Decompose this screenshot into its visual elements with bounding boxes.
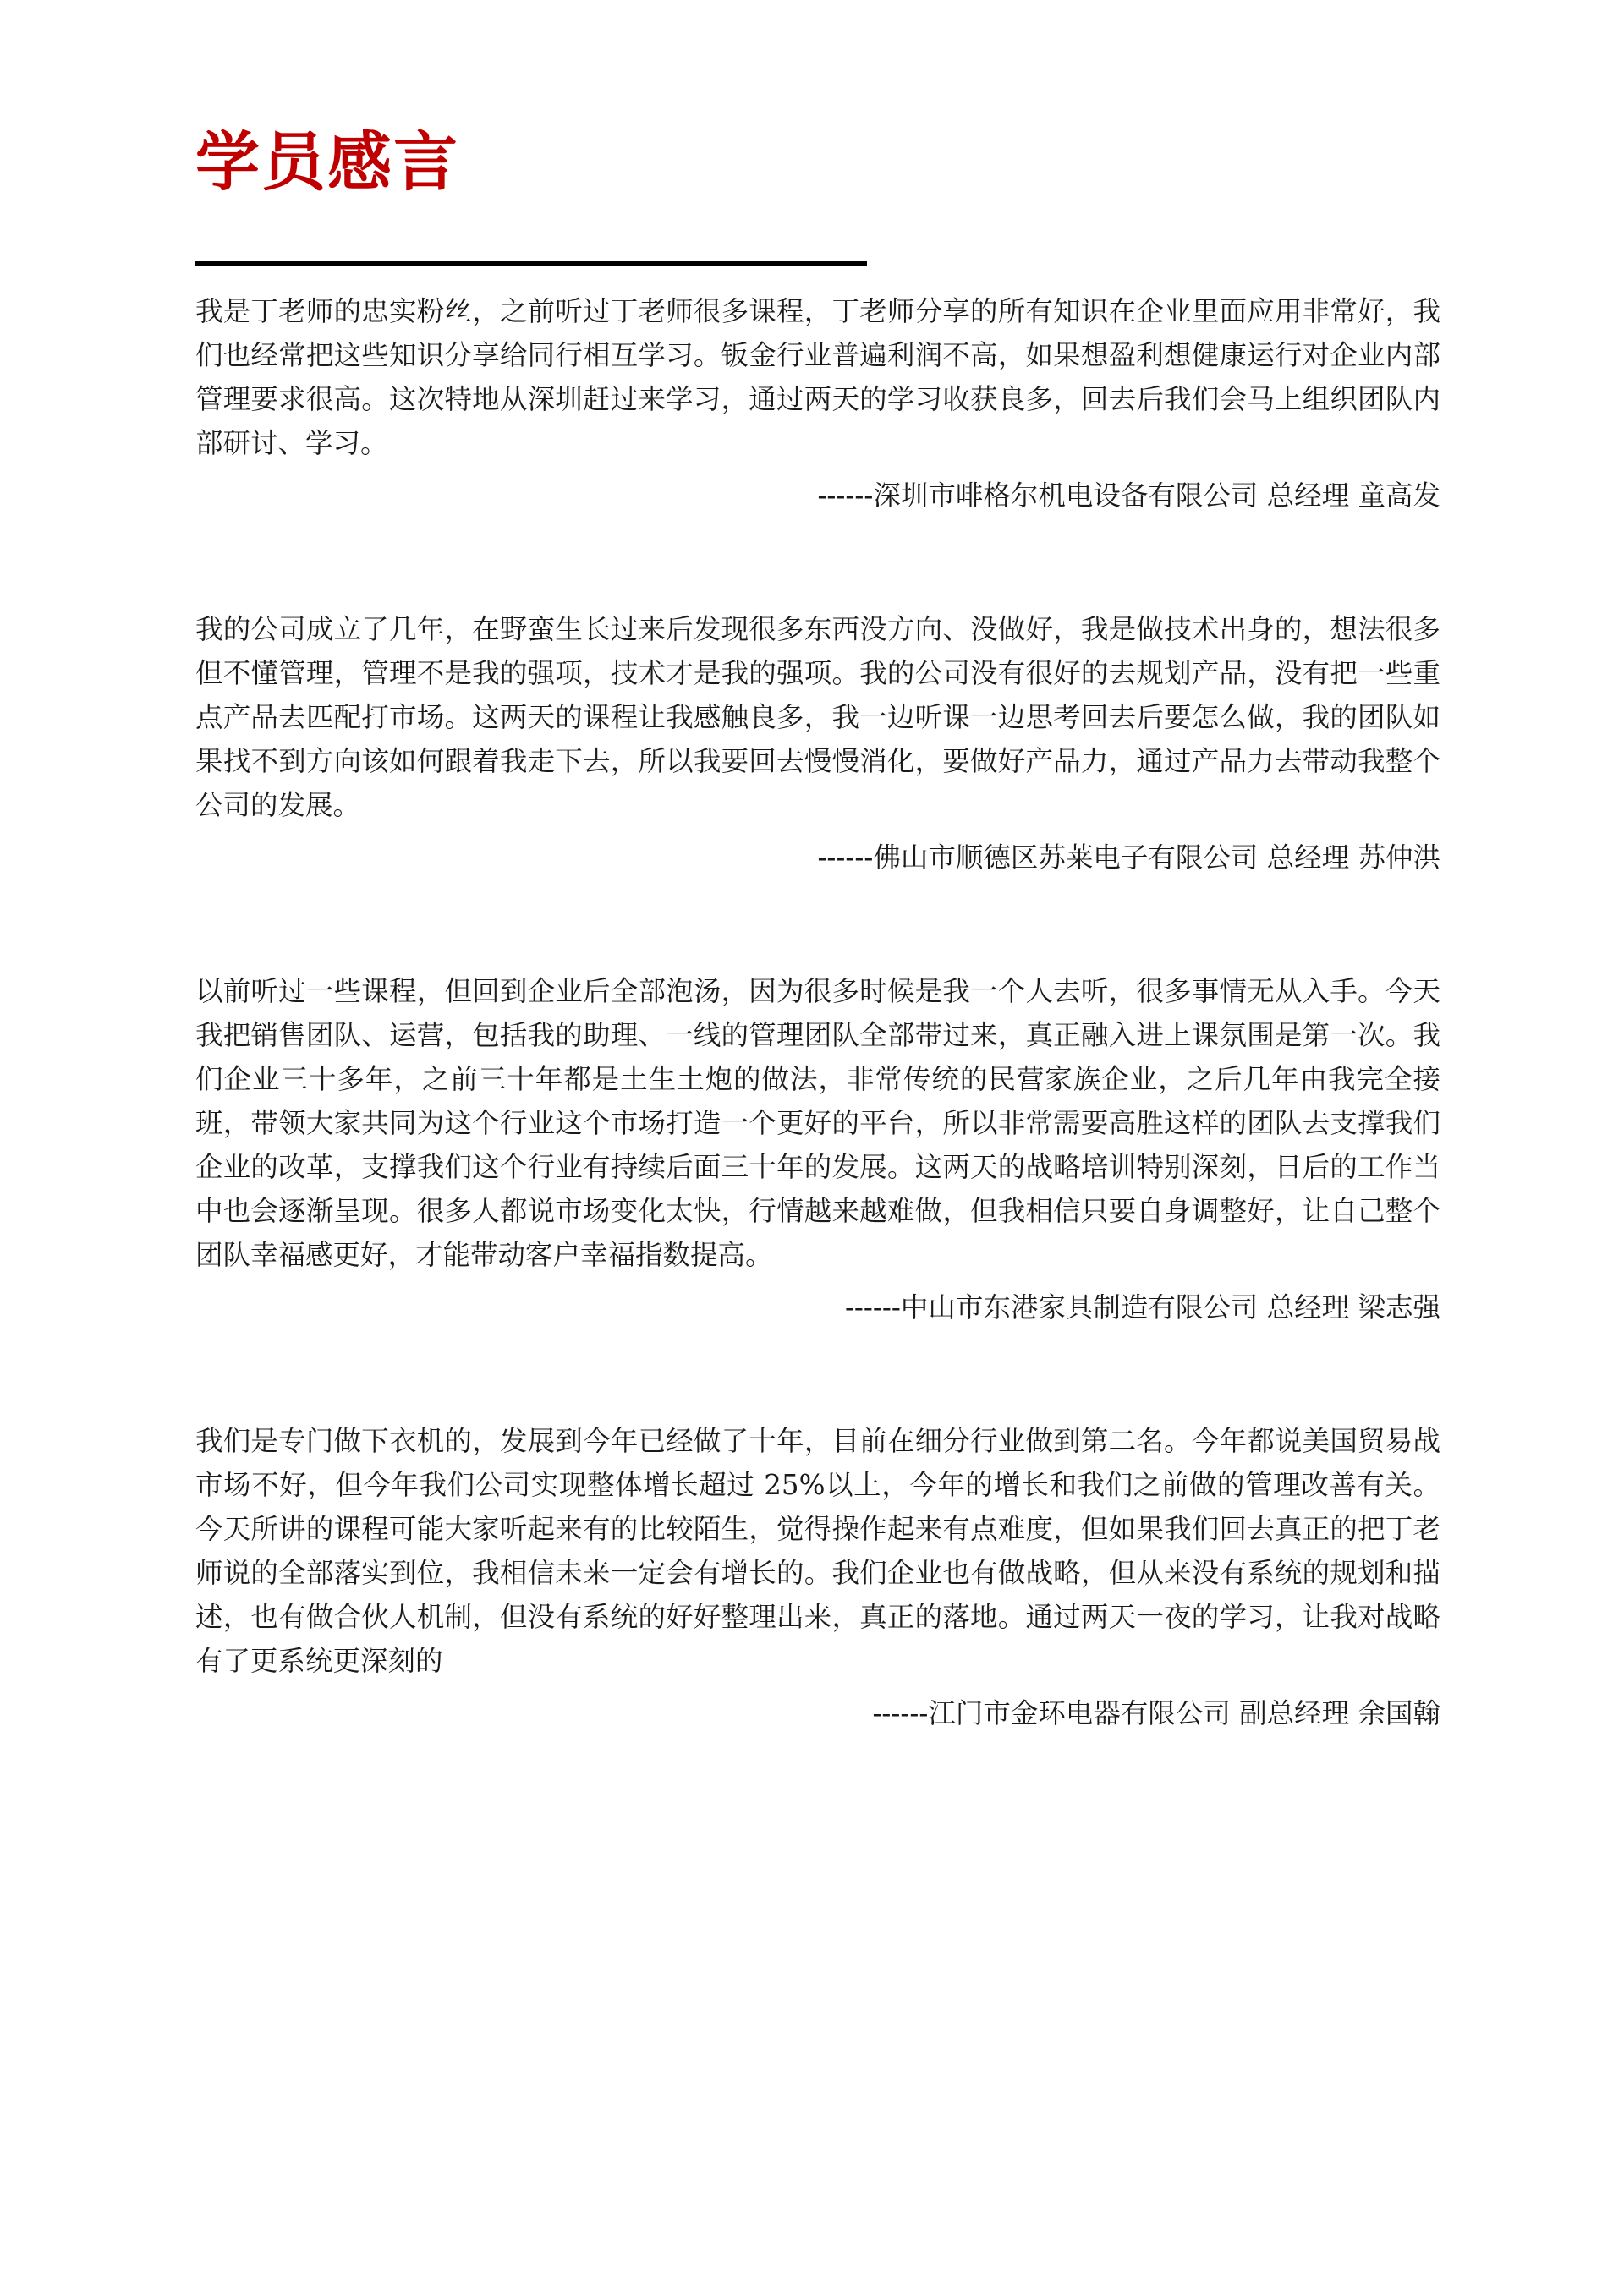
testimonial-body: 我是丁老师的忠实粉丝，之前听过丁老师很多课程，丁老师分享的所有知识在企业里面应用非常好，我们也经常把这些知识分享给同行相互学习。钣金行业普遍利润不高，如果想盈利想健康运行对企业内部管理要求很高。这次特地从深圳赶过来学习，通过两天的学习收获良多，回去后我们会马上组织团队内部研讨、学习。 bbox=[195, 295, 1440, 459]
testimonial-item bbox=[195, 607, 1440, 879]
testimonials-list bbox=[195, 289, 1440, 1735]
testimonial-attribution: ------江门市金环电器有限公司 副总经理 余国翰 bbox=[872, 1697, 1440, 1729]
testimonial-body: 我的公司成立了几年，在野蛮生长过来后发现很多东西没方向、没做好，我是做技术出身的，想法很多但不懂管理，管理不是我的强项，技术才是我的强项。我的公司没有很好的去规划产品，没有把一些重点产品去匹配打市场。这两天的课程让我感触良多，我一边听课一边思考回去后要怎么做，我的团队如果找不到方向该如何跟着我走下去，所以我要回去慢慢消化，要做好产品力，通过产品力去带动我整个公司的发展。 bbox=[195, 613, 1440, 821]
testimonial-attribution: ------中山市东港家具制造有限公司 总经理 梁志强 bbox=[844, 1291, 1440, 1323]
testimonial-body: 以前听过一些课程，但回到企业后全部泡汤，因为很多时候是我一个人去听，很多事情无从入手。今天我把销售团队、运营，包括我的助理、一线的管理团队全部带过来，真正融入进上课氛围是第一次。我们企业三十多年，之前三十年都是土生土炮的做法，非常传统的民营家族企业，之后几年由我完全接班，带领大家共同为这个行业这个市场打造一个更好的平台，所以非常需要高胜这样的团队去支撑我们企业的改革，支撑我们这个行业有持续后面三十年的发展。这两天的战略培训特别深刻，日后的工作当中也会逐渐呈现。很多人都说市场变化太快，行情越来越难做，但我相信只要自身调整好，让自己整个团队幸福感更好，才能带动客户幸福指数提高。 bbox=[195, 975, 1440, 1271]
testimonial-body: 我们是专门做下衣机的，发展到今年已经做了十年，目前在细分行业做到第二名。今年都说美国贸易战市场不好，但今年我们公司实现整体增长超过 25%以上，今年的增长和我们之前做的管理改善有关。今天所讲的课程可能大家听起来有的比较陌生，觉得操作起来有点难度，但如果我们回去真正的把丁老师说的全部落实到位，我相信未来一定会有增长的。我们企业也有做战略，但从来没有系统的规划和描述，也有做合伙人机制，但没有系统的好好整理出来，真正的落地。通过两天一夜的学习，让我对战略有了更系统更深刻的 bbox=[195, 1425, 1440, 1677]
page-title: 学员感言 bbox=[195, 124, 459, 200]
testimonial-attribution: ------佛山市顺德区苏莱电子有限公司 总经理 苏仲洪 bbox=[817, 841, 1440, 874]
testimonial-item bbox=[195, 969, 1440, 1329]
testimonial-item bbox=[195, 289, 1440, 518]
testimonial-item bbox=[195, 1419, 1440, 1735]
title-underline-rule bbox=[195, 261, 867, 266]
testimonial-attribution: ------深圳市啡格尔机电设备有限公司 总经理 童高发 bbox=[817, 479, 1440, 512]
